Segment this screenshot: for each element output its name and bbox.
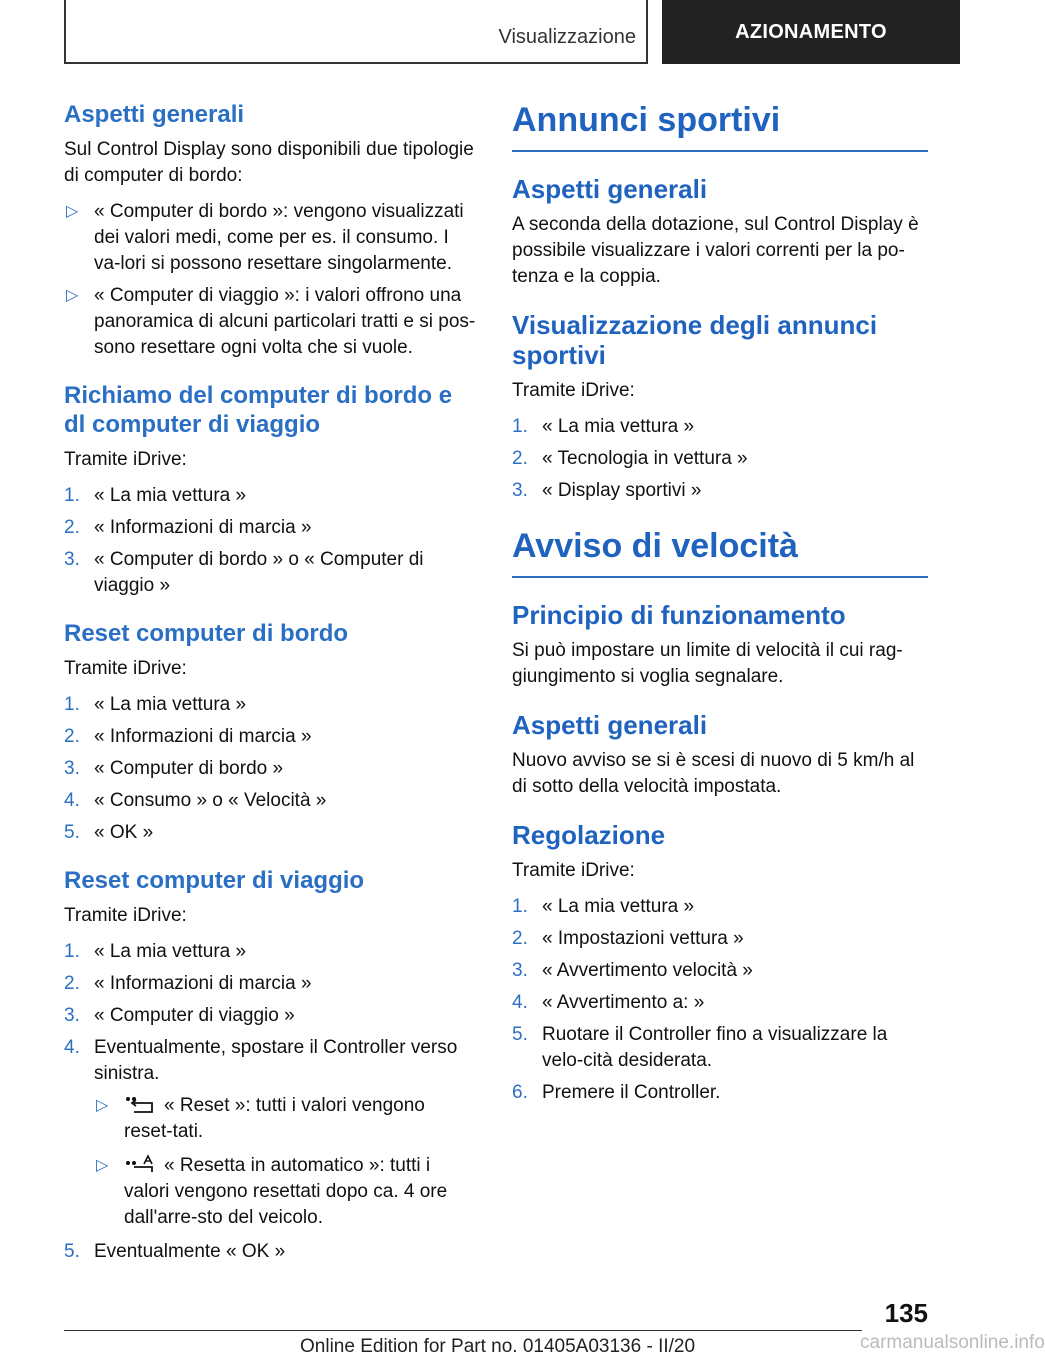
bullet-list <box>64 199 476 361</box>
edition-note: Online Edition for Part no. 01405A03136 - II/20 <box>300 1336 696 1357</box>
section-title: Principio di funzionamento <box>512 600 846 630</box>
step-number: 1. <box>64 694 80 715</box>
list-item: 3. « Computer di bordo » o « Computer di viaggio » <box>64 549 424 596</box>
list-item: 2. « Tecnologia in vettura » <box>512 446 928 472</box>
step-number: 4. <box>512 992 528 1013</box>
section-title: Reset computer di viaggio <box>64 867 365 894</box>
watermark: carmanualsonline.info <box>860 1332 1045 1353</box>
step-number: 2. <box>512 928 528 949</box>
step-number: 2. <box>512 448 528 469</box>
header-chapter-tab: AZIONAMENTO <box>662 0 960 64</box>
list-item: 6. Premere il Controller. <box>512 1080 928 1106</box>
step-number: 2. <box>64 726 80 747</box>
list-item: ▷ « Computer di bordo »: vengono visualizzati dei valori medi, come per es. il consumo. I va-lori si possono resettare singolarmente. <box>66 201 464 274</box>
footer-divider <box>64 1330 862 1331</box>
list-item: ▷ « Reset »: tutti i valori vengono reset-tati. <box>96 1095 425 1142</box>
section-title: Richiamo del computer di bordo e dl computer di viaggio <box>64 382 453 438</box>
step-number: 5. <box>512 1024 528 1045</box>
step-number: 1. <box>64 941 80 962</box>
step-number: 1. <box>64 485 80 506</box>
list-item: 5. Ruotare il Controller fino a visualizzare la velo-cità desiderata. <box>512 1024 888 1071</box>
list-item: 2. « Informazioni di marcia » <box>64 515 476 541</box>
paragraph: Nuovo avviso se si è scesi di nuovo di 5 km/h al di sotto della velocità impostata. <box>512 750 915 797</box>
numbered-list <box>512 894 928 1106</box>
list-item: 1. « La mia vettura » <box>512 894 928 920</box>
list-item: 2. « Informazioni di marcia » <box>64 971 476 997</box>
auto-reset-icon <box>124 1155 154 1173</box>
step-number: 3. <box>64 549 80 570</box>
step-number: 6. <box>512 1082 528 1103</box>
numbered-list <box>64 939 476 1265</box>
list-item: 4. Eventualmente, spostare il Controller verso sinistra. ▷ « Reset »: tutti i valori vengono reset-tati. ▷ « Resetta in automatico »: tutti i valori vengono resettati dopo ca. 4 ore dall'arre-sto del veicolo. <box>64 1035 476 1231</box>
header-section-title: Visualizzazione <box>498 26 636 48</box>
chapter-heading: Avviso di velocità <box>512 526 928 578</box>
triangle-bullet-icon: ▷ <box>66 287 79 304</box>
numbered-list <box>512 414 928 504</box>
list-item: 2. « Impostazioni vettura » <box>512 926 928 952</box>
triangle-bullet-icon: ▷ <box>96 1097 109 1114</box>
list-item: 1. « La mia vettura » <box>64 483 476 509</box>
list-item: 3. « Computer di bordo » <box>64 756 476 782</box>
step-number: 5. <box>64 822 80 843</box>
section-title: Aspetti generali <box>512 174 708 204</box>
section-title: Reset computer di bordo <box>64 620 349 647</box>
step-number: 3. <box>64 758 80 779</box>
paragraph: Tramite iDrive: <box>64 658 187 679</box>
list-item: 4. « Consumo » o « Velocità » <box>64 788 476 814</box>
list-item: 5. Eventualmente « OK » <box>64 1239 476 1265</box>
chapter-heading: Annunci sportivi <box>512 100 928 152</box>
step-number: 2. <box>64 517 80 538</box>
section-title: Aspetti generali <box>64 101 245 128</box>
page-number: 135 <box>884 1298 928 1328</box>
list-item: 1. « La mia vettura » <box>64 692 476 718</box>
list-item: ▷ « Resetta in automatico »: tutti i valori vengono resettati dopo ca. 4 ore dall'arre-sto del veicolo. <box>96 1155 448 1228</box>
paragraph: Sul Control Display sono disponibili due tipologie di computer di bordo: <box>64 139 474 186</box>
list-item: 1. « La mia vettura » <box>512 414 928 440</box>
step-number: 5. <box>64 1241 80 1262</box>
section-title: Visualizzazione degli annunci sportivi <box>512 310 878 370</box>
triangle-bullet-icon: ▷ <box>66 203 79 220</box>
list-item: ▷ « Computer di viaggio »: i valori offrono una panoramica di alcuni particolari tratti e si pos-sono resettare ogni volta che si vuole. <box>66 285 476 358</box>
step-number: 1. <box>512 416 528 437</box>
section-title: Regolazione <box>512 820 666 850</box>
reset-icon <box>124 1095 154 1113</box>
section-title: Aspetti generali <box>512 710 708 740</box>
list-item: 3. « Display sportivi » <box>512 478 928 504</box>
list-item: 3. « Computer di viaggio » <box>64 1003 476 1029</box>
numbered-list <box>64 483 476 599</box>
step-number: 2. <box>64 973 80 994</box>
numbered-list <box>64 692 476 846</box>
step-number: 1. <box>512 896 528 917</box>
paragraph: Tramite iDrive: <box>64 905 187 926</box>
step-number: 3. <box>64 1005 80 1026</box>
list-item: 1. « La mia vettura » <box>64 939 476 965</box>
step-number: 4. <box>64 1037 80 1058</box>
paragraph: Si può impostare un limite di velocità il cui rag-giungimento si voglia segnalare. <box>512 640 903 687</box>
list-item: 5. « OK » <box>64 820 476 846</box>
step-number: 3. <box>512 480 528 501</box>
list-item: 2. « Informazioni di marcia » <box>64 724 476 750</box>
step-number: 4. <box>64 790 80 811</box>
sub-bullet-list <box>94 1093 476 1231</box>
triangle-bullet-icon: ▷ <box>96 1157 109 1174</box>
paragraph: Tramite iDrive: <box>512 860 635 881</box>
paragraph: Tramite iDrive: <box>64 449 187 470</box>
list-item: 4. « Avvertimento a: » <box>512 990 928 1016</box>
left-column <box>64 100 476 1271</box>
right-column <box>512 100 928 1112</box>
step-number: 3. <box>512 960 528 981</box>
list-item: 3. « Avvertimento velocità » <box>512 958 928 984</box>
paragraph: A seconda della dotazione, sul Control Display è possibile visualizzare i valori correnti per la po-tenza e la coppia. <box>512 214 919 287</box>
paragraph: Tramite iDrive: <box>512 380 635 401</box>
